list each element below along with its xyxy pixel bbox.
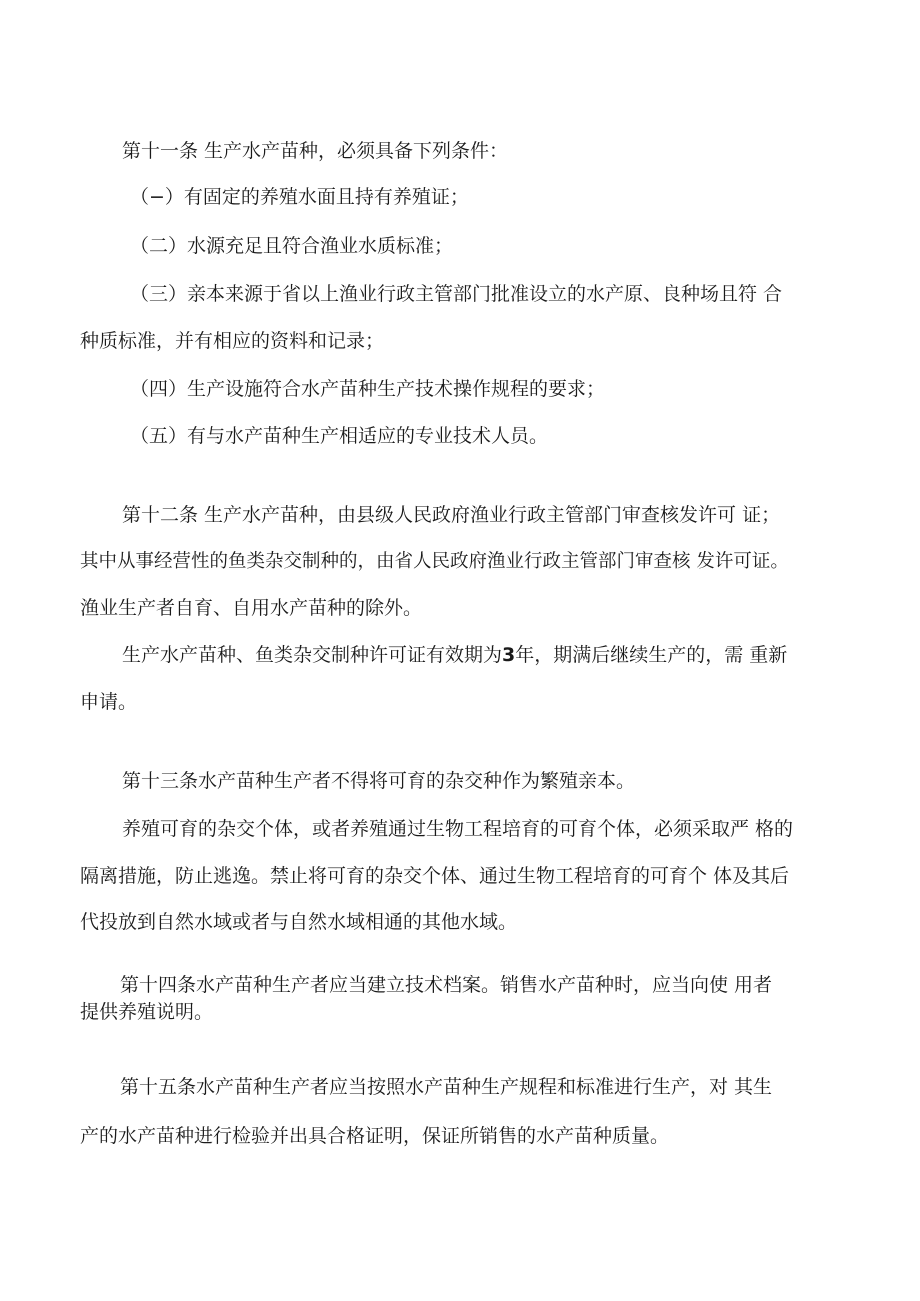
article-11-item-3-line-2: 种质标准，并有相应的资料和记录； (80, 330, 385, 352)
article-12-validity-line-1 (122, 646, 787, 665)
article-11-item-3-line-1: （三）亲本来源于省以上渔业行政主管部门批准设立的水产原、良种场且符 合 (130, 283, 783, 305)
article-13-line-2: 养殖可育的杂交个体，或者养殖通过生物工程培育的可育个体，必须采取严 格的 (122, 818, 794, 840)
article-12-line-3: 渔业生产者自育、自用水产苗种的除外。 (80, 597, 423, 619)
validity-text-pre: 生产水产苗种、鱼类杂交制种许可证有效期为 (122, 644, 503, 666)
article-11-item-1: （−）有固定的养殖水面且持有养殖证； (130, 186, 469, 208)
article-11-item-2: （二）水源充足且符合渔业水质标准； (130, 235, 454, 257)
article-12-line-1: 第十二条 生产水产苗种，由县级人民政府渔业行政主管部门审查核发许可 证； (122, 504, 781, 526)
article-15-line-1: 第十五条水产苗种生产者应当按照水产苗种生产规程和标准进行生产，对 其生 (120, 1076, 773, 1098)
validity-text-post: 年，期满后继续生产的，需 重新 (515, 644, 788, 666)
article-13-line-4: 代投放到自然水域或者与自然水域相通的其他水域。 (80, 911, 518, 933)
article-11-heading: 第十一条 生产水产苗种，必须具备下列条件： (122, 140, 509, 162)
article-14-line-1: 第十四条水产苗种生产者应当建立技术档案。销售水产苗种时，应当向使 用者 (120, 974, 773, 996)
article-13-line-3: 隔离措施，防止逃逸。禁止将可育的杂交个体、通过生物工程培育的可育个 体及其后 (80, 865, 790, 887)
article-11-item-4: （四）生产设施符合水产苗种生产技术操作规程的要求； (130, 378, 606, 400)
article-12-line-2: 其中从事经营性的鱼类杂交制种的，由省人民政府渔业行政主管部门审查核 发许可证。 (80, 551, 789, 572)
article-11-item-5: （五）有与水产苗种生产相适应的专业技术人员。 (130, 425, 549, 447)
validity-years: 3 (502, 644, 516, 666)
article-12-validity-line-2: 申请。 (80, 691, 138, 713)
article-13-line-1: 第十三条水产苗种生产者不得将可育的杂交种作为繁殖亲本。 (122, 770, 636, 792)
article-14-line-2: 提供养殖说明。 (80, 1001, 214, 1023)
article-15-line-2: 产的水产苗种进行检验并出具合格证明，保证所销售的水产苗种质量。 (80, 1125, 670, 1147)
